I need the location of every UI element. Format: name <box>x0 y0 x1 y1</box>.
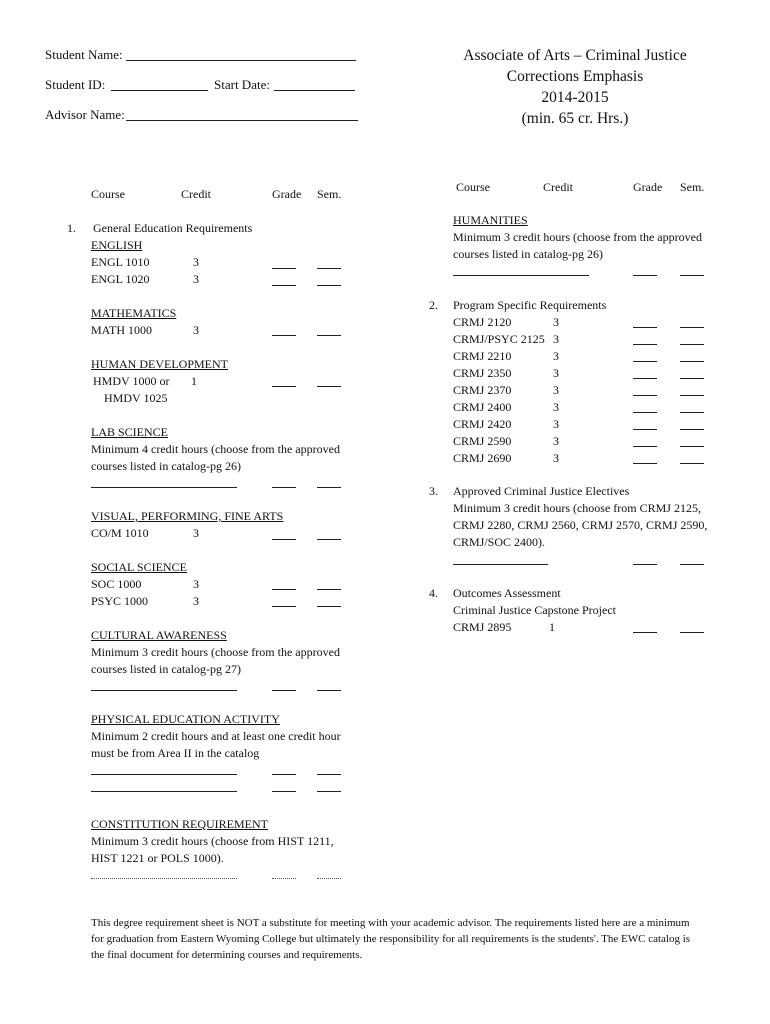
title-line-emphasis: Corrections Emphasis <box>506 68 644 85</box>
crmj-2895-course: CRMJ 2895 <box>453 620 512 634</box>
phys-ed-desc-1: Minimum 2 credit hours and at least one credit hour <box>91 729 341 743</box>
human-dev-heading: HUMAN DEVELOPMENT <box>91 357 228 371</box>
soc-1000-course: SOC 1000 <box>91 577 142 591</box>
program-credit-3: 3 <box>553 349 559 363</box>
program-course-2: CRMJ/PSYC 2125 <box>453 332 545 346</box>
engl-1020-credit: 3 <box>193 272 199 286</box>
advisor-name-label: Advisor Name: <box>45 107 125 122</box>
program-sem-field-8[interactable] <box>680 446 704 447</box>
program-course-1: CRMJ 2120 <box>453 315 512 329</box>
right-col-sem: Sem. <box>680 180 705 194</box>
program-grade-field-7[interactable] <box>633 429 657 430</box>
constitution-course-field[interactable] <box>91 878 237 879</box>
math-1000-course: MATH 1000 <box>91 323 153 337</box>
engl-1010-sem-field[interactable] <box>317 268 341 269</box>
crmj-2895-grade-field[interactable] <box>633 632 657 633</box>
phys-ed-grade-field-1[interactable] <box>272 774 296 775</box>
program-credit-5: 3 <box>553 383 559 397</box>
hmdv-1025-course: HMDV 1025 <box>104 391 168 405</box>
program-sem-field-6[interactable] <box>680 412 704 413</box>
lab-science-sem-field[interactable] <box>317 487 341 488</box>
left-col-course: Course <box>91 187 125 201</box>
cultural-sem-field[interactable] <box>317 690 341 691</box>
program-course-5: CRMJ 2370 <box>453 383 512 397</box>
program-sem-field-5[interactable] <box>680 395 704 396</box>
engl-1020-course: ENGL 1020 <box>91 272 150 286</box>
constitution-heading: CONSTITUTION REQUIREMENT <box>91 817 268 831</box>
phys-ed-course-field-2[interactable] <box>91 791 237 792</box>
section-4-title: Outcomes Assessment <box>453 586 561 600</box>
left-col-sem: Sem. <box>317 187 342 201</box>
document-title <box>440 45 710 129</box>
section-1-title: General Education Requirements <box>93 221 253 235</box>
constitution-sem-field[interactable] <box>317 878 341 879</box>
section-3-desc-2: CRMJ 2280, CRMJ 2560, CRMJ 2570, CRMJ 2590, <box>453 518 708 532</box>
left-col-credit: Credit <box>181 187 211 201</box>
engl-1010-credit: 3 <box>193 255 199 269</box>
psyc-1000-credit: 3 <box>193 594 199 608</box>
psyc-1000-course: PSYC 1000 <box>91 594 149 608</box>
section-3-title: Approved Criminal Justice Electives <box>453 484 630 498</box>
section-2-number: 2. <box>429 298 438 312</box>
math-1000-sem-field[interactable] <box>317 335 341 336</box>
student-id-field[interactable] <box>111 90 208 91</box>
section-1-number: 1. <box>67 221 76 235</box>
engl-1020-grade-field[interactable] <box>272 285 296 286</box>
program-course-4: CRMJ 2350 <box>453 366 512 380</box>
right-col-course: Course <box>456 180 490 194</box>
program-grade-field-4[interactable] <box>633 378 657 379</box>
program-sem-field-9[interactable] <box>680 463 704 464</box>
cultural-grade-field[interactable] <box>272 690 296 691</box>
disclaimer-line-1: This degree requirement sheet is NOT a substitute for meeting with your academic advisor. The requirements listed here are a minimum <box>91 917 690 929</box>
program-course-3: CRMJ 2210 <box>453 349 512 363</box>
cultural-desc-1: Minimum 3 credit hours (choose from the approved <box>91 645 340 659</box>
title-line-year: 2014-2015 <box>541 89 609 106</box>
constitution-grade-field[interactable] <box>272 878 296 879</box>
phys-ed-course-field-1[interactable] <box>91 774 237 775</box>
hmdv-grade-field[interactable] <box>272 386 296 387</box>
program-grade-field-6[interactable] <box>633 412 657 413</box>
phys-ed-sem-field-2[interactable] <box>317 791 341 792</box>
math-1000-grade-field[interactable] <box>272 335 296 336</box>
program-credit-2: 3 <box>553 332 559 346</box>
lab-science-desc-1: Minimum 4 credit hours (choose from the approved <box>91 442 340 456</box>
elective-grade-field[interactable] <box>633 564 657 565</box>
section-2-title: Program Specific Requirements <box>453 298 607 312</box>
program-course-7: CRMJ 2420 <box>453 417 512 431</box>
lab-science-desc-2: courses listed in catalog-pg 26) <box>91 459 241 473</box>
soc-1000-grade-field[interactable] <box>272 589 296 590</box>
lab-science-course-field[interactable] <box>91 487 237 488</box>
program-course-6: CRMJ 2400 <box>453 400 512 414</box>
phys-ed-heading: PHYSICAL EDUCATION ACTIVITY <box>91 712 280 726</box>
disclaimer-line-2: for graduation from Eastern Wyoming College but ultimately the responsibility for all requirements is the students'. The EWC catalog is <box>91 933 691 945</box>
phys-ed-desc-2: must be from Area II in the catalog <box>91 746 260 760</box>
constitution-desc-2: HIST 1221 or POLS 1000). <box>91 851 224 865</box>
soc-1000-credit: 3 <box>193 577 199 591</box>
section-4-desc: Criminal Justice Capstone Project <box>453 603 616 617</box>
program-grade-field-5[interactable] <box>633 395 657 396</box>
humanities-course-field[interactable] <box>453 275 589 276</box>
program-credit-1: 3 <box>553 315 559 329</box>
elective-sem-field[interactable] <box>680 564 704 565</box>
program-sem-field-3[interactable] <box>680 361 704 362</box>
social-science-heading: SOCIAL SCIENCE <box>91 560 187 574</box>
program-course-9: CRMJ 2690 <box>453 451 512 465</box>
english-heading: ENGLISH <box>91 238 143 252</box>
engl-1010-grade-field[interactable] <box>272 268 296 269</box>
elective-course-field[interactable] <box>453 564 548 565</box>
start-date-label: Start Date: <box>214 77 270 92</box>
com-1010-grade-field[interactable] <box>272 539 296 540</box>
program-course-8: CRMJ 2590 <box>453 434 512 448</box>
program-sem-field-4[interactable] <box>680 378 704 379</box>
section-3-desc-1: Minimum 3 credit hours (choose from CRMJ 2125, <box>453 501 701 515</box>
humanities-sem-field[interactable] <box>680 275 704 276</box>
crmj-2895-sem-field[interactable] <box>680 632 704 633</box>
psyc-1000-sem-field[interactable] <box>317 606 341 607</box>
humanities-desc-2: courses listed in catalog-pg 26) <box>453 247 603 261</box>
psyc-1000-grade-field[interactable] <box>272 606 296 607</box>
section-3-desc-3: CRMJ/SOC 2400). <box>453 535 546 549</box>
soc-1000-sem-field[interactable] <box>317 589 341 590</box>
section-4-number: 4. <box>429 586 438 600</box>
program-grade-field-9[interactable] <box>633 463 657 464</box>
right-col-grade: Grade <box>633 180 663 194</box>
program-credit-8: 3 <box>553 434 559 448</box>
engl-1010-course: ENGL 1010 <box>91 255 150 269</box>
phys-ed-sem-field-1[interactable] <box>317 774 341 775</box>
program-grade-field-8[interactable] <box>633 446 657 447</box>
disclaimer-line-3: the final document for determining courses and requirements. <box>91 949 363 961</box>
program-sem-field-2[interactable] <box>680 344 704 345</box>
humanities-heading: HUMANITIES <box>453 213 528 227</box>
cultural-heading: CULTURAL AWARENESS <box>91 628 227 642</box>
section-3-number: 3. <box>429 484 438 498</box>
cultural-course-field[interactable] <box>91 690 237 691</box>
cultural-desc-2: courses listed in catalog-pg 27) <box>91 662 241 676</box>
lab-science-heading: LAB SCIENCE <box>91 425 169 439</box>
left-col-grade: Grade <box>272 187 302 201</box>
student-name-field[interactable] <box>126 60 356 61</box>
program-credit-9: 3 <box>553 451 559 465</box>
hmdv-sem-field[interactable] <box>317 386 341 387</box>
program-sem-field-1[interactable] <box>680 327 704 328</box>
engl-1020-sem-field[interactable] <box>317 285 341 286</box>
title-line-program: Associate of Arts – Criminal Justice <box>463 47 687 64</box>
program-grade-field-2[interactable] <box>633 344 657 345</box>
phys-ed-grade-field-2[interactable] <box>272 791 296 792</box>
lab-science-grade-field[interactable] <box>272 487 296 488</box>
math-heading: MATHEMATICS <box>91 306 177 320</box>
arts-heading: VISUAL, PERFORMING, FINE ARTS <box>91 509 284 523</box>
humanities-grade-field[interactable] <box>633 275 657 276</box>
hmdv-1000-course: HMDV 1000 or <box>93 374 170 388</box>
crmj-2895-credit: 1 <box>549 620 555 634</box>
hmdv-credit: 1 <box>191 374 197 388</box>
com-1010-credit: 3 <box>193 526 199 540</box>
advisor-name-field[interactable] <box>126 120 358 121</box>
com-1010-course: CO/M 1010 <box>91 526 149 540</box>
student-id-label: Student ID: <box>45 77 106 92</box>
constitution-desc-1: Minimum 3 credit hours (choose from HIST 1211, <box>91 834 334 848</box>
program-sem-field-7[interactable] <box>680 429 704 430</box>
math-1000-credit: 3 <box>193 323 199 337</box>
program-credit-7: 3 <box>553 417 559 431</box>
humanities-desc-1: Minimum 3 credit hours (choose from the approved <box>453 230 702 244</box>
right-col-credit: Credit <box>543 180 573 194</box>
student-name-label: Student Name: <box>45 47 123 62</box>
start-date-field[interactable] <box>274 90 355 91</box>
disclaimer-note <box>91 915 731 963</box>
program-credit-6: 3 <box>553 400 559 414</box>
program-credit-4: 3 <box>553 366 559 380</box>
program-grade-field-1[interactable] <box>633 327 657 328</box>
program-grade-field-3[interactable] <box>633 361 657 362</box>
title-line-min-hours: (min. 65 cr. Hrs.) <box>521 110 629 127</box>
com-1010-sem-field[interactable] <box>317 539 341 540</box>
